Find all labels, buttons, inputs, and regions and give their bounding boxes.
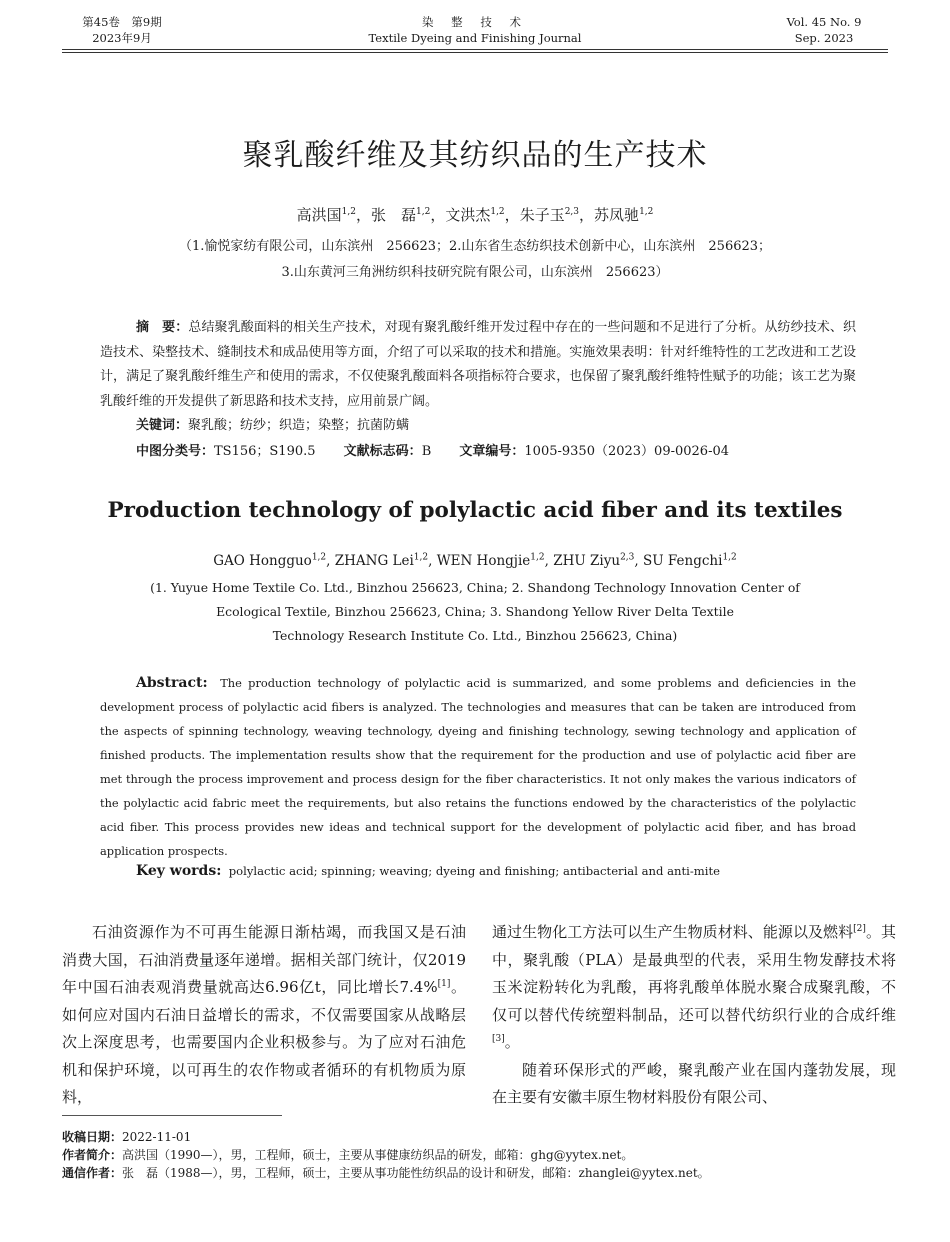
author-name: 苏凤驰 xyxy=(594,206,640,224)
author-affiliation-sup: 1,2 xyxy=(639,207,654,217)
author-list-cn: 高洪国$^{1,2}$，张 磊$^{1,2}$，文洪杰$^{1,2}$，朱子玉$^{2,3}$，苏凤驰$^{1,2}$ xyxy=(296,206,654,224)
author-name: 高洪国 xyxy=(296,206,342,224)
body-column-right xyxy=(492,919,896,1112)
affiliation-en-line2: Ecological Textile, Binzhou 256623, China; 3. Shandong Yellow River Delta Textile xyxy=(216,604,734,619)
paper-title-cn: 聚乳酸纤维及其纺织品的生产技术 xyxy=(242,138,708,173)
affiliation-cn-line2: 3.山东黄河三角洲纺织科技研究院有限公司，山东滨州 256623） xyxy=(281,265,669,280)
doc-code-value: B xyxy=(421,444,432,459)
journal-name-cn: 染 整 技 术 xyxy=(422,15,528,29)
footnote-received xyxy=(62,1128,191,1146)
body-column-left xyxy=(62,919,466,1112)
author-name: GAO Hongguo xyxy=(213,553,312,569)
author-affiliation-sup: 1,2 xyxy=(413,552,429,563)
doc-code-label: 文献标志码： xyxy=(343,444,422,459)
author-affiliation-sup: 1,2 xyxy=(415,207,431,217)
keywords-cn-label: 关键词： xyxy=(136,418,189,433)
body-paragraph xyxy=(492,919,896,1057)
abstract-cn-text: 总结聚乳酸面料的相关生产技术，对现有聚乳酸纤维开发过程中存在的一些问题和不足进行了分析。从纺纱技术、织造技术、染整技术、缝制技术和成品使用等方面，介绍了可以采取的技术和措施。实施效果表明：针对纤维特性的工艺改进和工艺设计，满足了聚乳酸纤维生产和使用的需求，不仅使聚乳酸面料各项指标符合要求，也保留了聚乳酸纤维特性赋予的功能；该工艺为聚乳酸纤维的开发提供了新思路和技术支持，应用前景广阔。 xyxy=(100,320,856,409)
date-cn: 2023年9月 xyxy=(92,31,152,45)
header-rule-top xyxy=(62,49,888,50)
affiliation-en-line3: Technology Research Institute Co. Ltd., Binzhou 256623, China) xyxy=(272,628,678,643)
body-paragraph: 随着环保形式的严峻，聚乳酸产业在国内蓬勃发展，现在主要有安徽丰原生物材料股份有限公司、 xyxy=(492,1060,896,1106)
author-bio-label: 作者简介： xyxy=(62,1148,123,1162)
body-paragraph xyxy=(62,919,466,1112)
body-text: 。 xyxy=(504,1033,520,1051)
journal-name xyxy=(340,14,610,46)
journal-issue-cn xyxy=(62,14,182,46)
article-id-label: 文章编号： xyxy=(459,444,525,459)
author-affiliation-sup: 2,3 xyxy=(620,552,635,563)
body-text: 通过生物化工方法可以生产生物质材料、能源以及燃料 xyxy=(492,923,854,941)
keywords-en-text: polylactic acid; spinning; weaving; dyeing and finishing; antibacterial and anti-mite xyxy=(228,864,720,878)
author-list-en: GAO Hongguo$^{1,2}$, ZHANG Lei$^{1,2}$, WEN Hongjie$^{1,2}$, ZHU Ziyu$^{2,3}$, SU Fengchi$^{1,2}$ xyxy=(213,552,737,569)
author-name: ZHU Ziyu xyxy=(553,553,621,569)
abstract-en-text: The production technology of polylactic acid is summarized, and some problems and deficiencies in the development process of polylactic acid fibers is analyzed. The technologies and measures that can be taken are introduced from the aspects of spinning technology, weaving technology, dyeing and finishing technology, sewing technology and application of finished products. The implementation results show that the requirement for the production and use of polylactic acid fiber are met through the process improvement and process design for the fiber characteristics. It not only makes the various indicators of the polylactic acid fabric meet the requirements, but also retains the functions endowed by the characteristics of the polylactic acid fiber. This process provides new ideas and technical support for the development of polylactic acid fiber, and has broad application prospects. xyxy=(100,676,856,858)
classification-row xyxy=(136,440,729,459)
author-name: ZHANG Lei xyxy=(334,553,414,569)
date-en: Sep. 2023 xyxy=(794,31,854,45)
author-name: WEN Hongjie xyxy=(436,553,531,569)
author-name: 文洪杰 xyxy=(445,206,491,224)
clc-value: TS156；S190.5 xyxy=(214,444,316,459)
journal-name-en: Textile Dyeing and Finishing Journal xyxy=(368,31,582,45)
author-name: 朱子玉 xyxy=(519,206,565,224)
abstract-en-label: Abstract: xyxy=(136,675,208,691)
author-bio-value: 高洪国（1990—），男，工程师，硕士，主要从事健康纺织品的研发，邮箱：ghg@yytex.net。 xyxy=(122,1148,634,1162)
corresponding-value: 张 磊（1988—），男，工程师，硕士，主要从事功能性纺织品的设计和研发，邮箱：zhanglei@yytex.net。 xyxy=(122,1166,710,1180)
header-rule-bottom xyxy=(62,52,888,53)
author-affiliation-sup: 1,2 xyxy=(490,207,505,217)
article-id-value: 1005-9350（2023）09-0026-04 xyxy=(524,444,730,459)
body-text: 。如何应对国内石油日益增长的需求，不仅需要国家从战略层次上深度思考，也需要国内企业积极参与。为了应对石油危机和保护环境，以可再生的农作物或者循环的有机物质为原料， xyxy=(62,978,466,1106)
corresponding-label: 通信作者： xyxy=(62,1166,123,1180)
footnote-rule xyxy=(62,1115,282,1116)
body-text: 石油资源作为不可再生能源日渐枯竭，而我国又是石油消费大国，石油消费量逐年递增。据相关部门统计，仅2019年中国石油表观消费量就高达6.96亿t，同比增长7.4% xyxy=(62,923,466,996)
body-text: 。其中，聚乳酸（PLA）是最典型的代表，采用生物发酵技术将玉米淀粉转化为乳酸，再将乳酸单体脱水聚合成聚乳酸，不仅可以替代传统塑料制品，还可以替代纺织行业的合成纤维 xyxy=(492,923,896,1024)
affiliation-cn-line1: （1.愉悦家纺有限公司，山东滨州 256623；2.山东省生态纺织技术创新中心，山东滨州 256623； xyxy=(178,239,772,254)
keywords-en-label: Key words: xyxy=(136,863,222,879)
abstract-cn xyxy=(100,316,856,414)
abstract-en xyxy=(100,671,856,863)
received-label: 收稿日期： xyxy=(62,1130,123,1144)
author-name: SU Fengchi xyxy=(642,553,723,569)
keywords-cn-text: 聚乳酸；纺纱；织造；染整；抗菌防螨 xyxy=(188,418,410,433)
received-value: 2022-11-01 xyxy=(122,1130,192,1144)
keywords-cn xyxy=(136,414,409,433)
paper-title-en: Production technology of polylactic acid fiber and its textiles xyxy=(107,498,843,523)
author-affiliation-sup: 1,2 xyxy=(722,552,737,563)
author-affiliation-sup: 2,3 xyxy=(564,207,580,217)
citation-ref[interactable]: [2] xyxy=(853,924,866,934)
abstract-cn-label: 摘 要： xyxy=(136,320,189,335)
journal-issue-en xyxy=(764,14,884,46)
volume-issue-cn: 第45卷 第9期 xyxy=(82,15,162,29)
clc-label: 中图分类号： xyxy=(136,444,215,459)
author-affiliation-sup: 1,2 xyxy=(530,552,545,563)
citation-ref[interactable]: [3] xyxy=(492,1034,505,1044)
volume-issue-en: Vol. 45 No. 9 xyxy=(786,15,862,29)
author-affiliation-sup: 1,2 xyxy=(341,207,356,217)
footnote-author-bio xyxy=(62,1146,633,1164)
keywords-en xyxy=(136,863,720,879)
affiliation-en-line1: (1. Yuyue Home Textile Co. Ltd., Binzhou 256623, China; 2. Shandong Technology Innovation Center of xyxy=(150,580,800,595)
footnote-corresponding xyxy=(62,1164,710,1182)
author-affiliation-sup: 1,2 xyxy=(311,552,327,563)
citation-ref[interactable]: [1] xyxy=(437,979,451,989)
author-name: 张 磊 xyxy=(370,206,416,224)
